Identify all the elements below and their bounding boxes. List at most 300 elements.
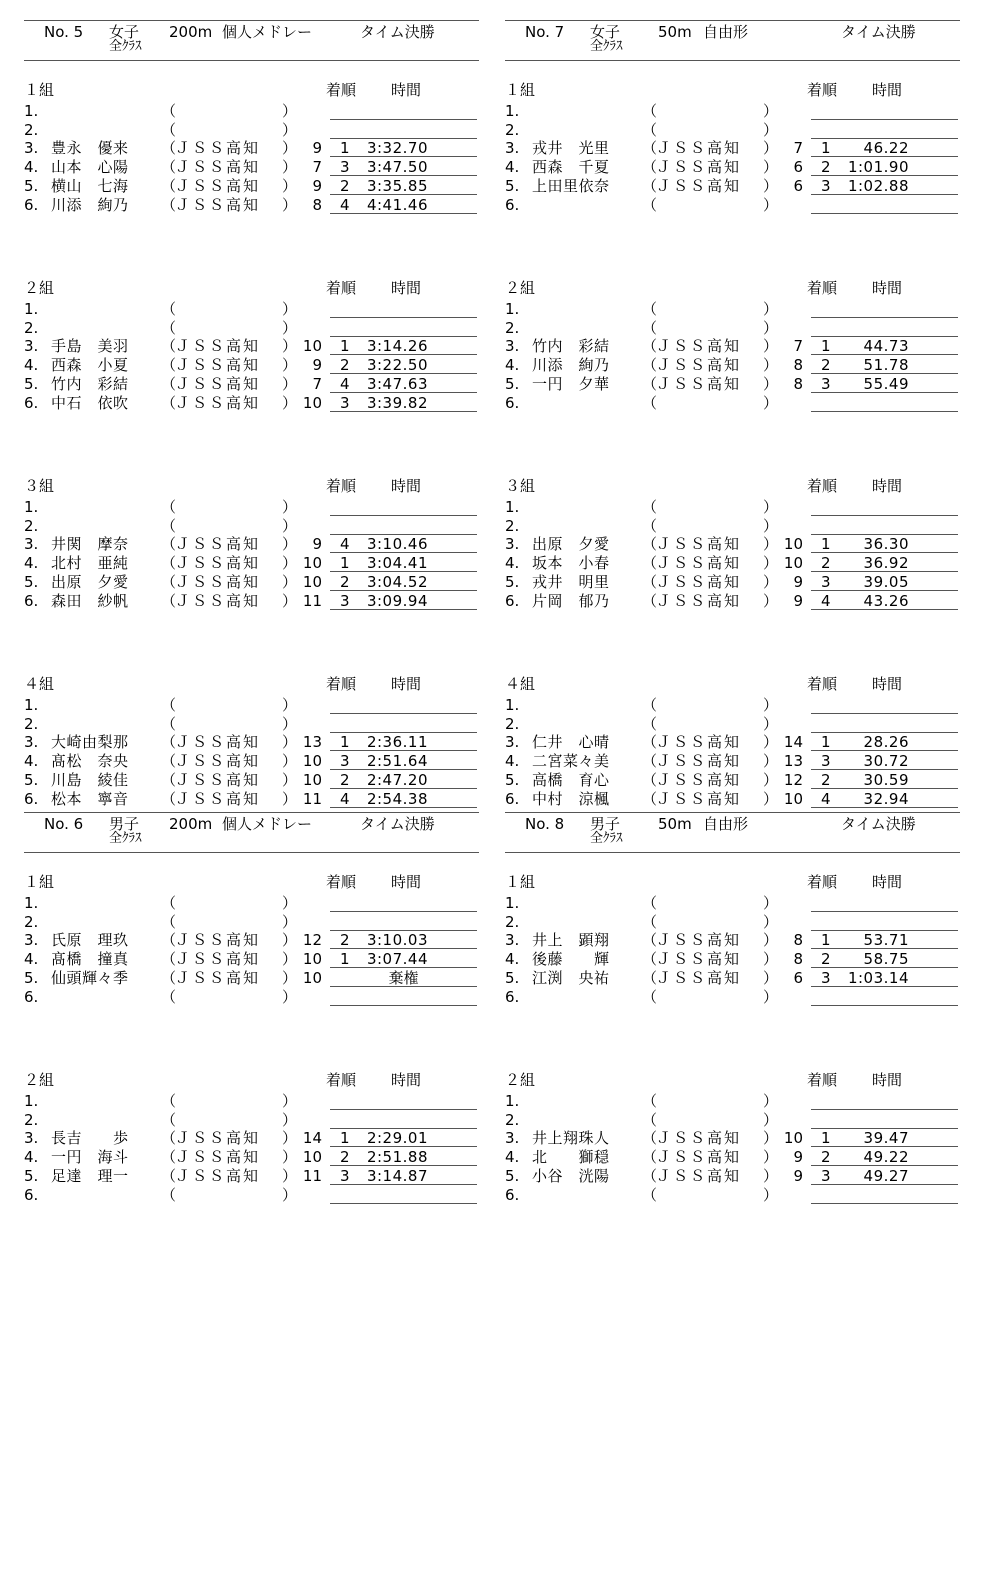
result-field (811, 139, 958, 157)
paren-open: （ (161, 591, 177, 610)
lane-number: 1. (24, 696, 39, 714)
result-row (24, 300, 479, 319)
result-row (505, 300, 960, 319)
event-class: 全ｸﾗｽ (109, 831, 142, 846)
paren-open: （ (642, 912, 658, 931)
result-field (811, 1148, 958, 1166)
header-rule-bottom (24, 852, 479, 853)
result-row (505, 592, 960, 611)
paren-close: ） (282, 912, 298, 931)
team-name: ＪＳＳ高知 (175, 195, 261, 214)
finish-rank: 1 (821, 337, 831, 356)
paren-open: （ (161, 770, 177, 789)
paren-open: （ (642, 968, 658, 987)
paren-open: （ (642, 1185, 658, 1204)
event-gender: 男子 (109, 815, 140, 833)
heat-title: １組 (24, 81, 55, 99)
result-field (811, 375, 958, 393)
finish-rank: 2 (821, 158, 831, 177)
result-field (330, 1129, 477, 1147)
time-column-label: 時間 (391, 477, 422, 495)
team-name: ＪＳＳ高知 (175, 337, 261, 356)
lane-number: 1. (505, 102, 520, 120)
result-row (505, 177, 960, 196)
team-name: ＪＳＳ高知 (656, 968, 742, 987)
grade: 9 (312, 139, 322, 158)
paren-open: （ (642, 498, 658, 516)
finish-rank: 1 (821, 931, 831, 950)
lane-number: 1. (24, 102, 39, 120)
paren-close: ） (763, 950, 779, 969)
lane-number: 4. (505, 554, 520, 573)
grade: 8 (312, 195, 322, 214)
time-column-label: 時間 (872, 279, 903, 297)
paren-close: ） (282, 356, 298, 375)
event-type: タイム決勝 (841, 815, 916, 833)
event-class: 全ｸﾗｽ (590, 39, 623, 54)
finish-rank: 2 (340, 931, 350, 950)
finish-time: 3:10.46 (366, 535, 428, 554)
lane-number: 4. (505, 158, 520, 177)
finish-time: 3:35.85 (366, 176, 428, 195)
event-type: タイム決勝 (360, 23, 435, 41)
paren-close: ） (763, 1148, 779, 1167)
result-field (811, 356, 958, 374)
result-field (811, 177, 958, 195)
paren-open: （ (642, 752, 658, 771)
result-row (505, 121, 960, 140)
result-field (330, 535, 477, 553)
finish-time: 3:14.26 (366, 337, 428, 356)
lane-number: 6. (505, 393, 520, 412)
heat-block (24, 82, 479, 242)
paren-close: ） (763, 374, 779, 393)
paren-open: （ (161, 968, 177, 987)
result-row (505, 394, 960, 413)
finish-time: 46.22 (863, 139, 909, 158)
event-gender: 女子 (109, 23, 140, 41)
time-column-label: 時間 (391, 279, 422, 297)
result-note: 棄権 (388, 968, 419, 987)
paren-close: ） (763, 931, 779, 950)
lane-number: 2. (505, 120, 520, 139)
team-name: ＪＳＳ高知 (175, 1166, 261, 1185)
result-field (330, 554, 477, 572)
paren-close: ） (763, 912, 779, 931)
grade: 7 (793, 139, 803, 158)
grade: 12 (302, 931, 322, 950)
paren-close: ） (282, 498, 298, 516)
heat-block (505, 1072, 960, 1232)
result-row (24, 356, 479, 375)
swimmer-name: 井上 顕翔 (532, 931, 610, 950)
finish-time: 30.59 (863, 770, 909, 789)
finish-rank: 2 (821, 950, 831, 969)
result-row (24, 696, 479, 715)
heat-block (24, 874, 479, 1034)
swimmer-name: 髙橋 撞真 (51, 950, 129, 969)
rank-column-label: 着順 (807, 675, 838, 693)
paren-open: （ (161, 1185, 177, 1204)
result-field (811, 771, 958, 789)
result-field (811, 498, 958, 516)
result-field (330, 196, 477, 214)
swimmer-name: 一円 夕華 (532, 374, 610, 393)
team-name: ＪＳＳ高知 (175, 176, 261, 195)
result-field (330, 337, 477, 355)
grade: 10 (302, 337, 322, 356)
paren-open: （ (642, 516, 658, 535)
paren-open: （ (161, 498, 177, 516)
team-name: ＪＳＳ高知 (656, 1166, 742, 1185)
paren-close: ） (763, 1185, 779, 1204)
finish-rank: 2 (340, 572, 350, 591)
event-block (505, 812, 960, 1592)
result-row (505, 894, 960, 913)
team-name: ＪＳＳ高知 (656, 572, 742, 591)
paren-close: ） (282, 300, 298, 318)
heat-block (505, 82, 960, 242)
lane-number: 4. (505, 1148, 520, 1167)
team-name: ＪＳＳ高知 (656, 1148, 742, 1167)
lane-number: 3. (505, 337, 520, 356)
paren-close: ） (763, 300, 779, 318)
result-field (811, 1186, 958, 1204)
paren-open: （ (161, 102, 177, 120)
result-field (811, 158, 958, 176)
team-name: ＪＳＳ高知 (656, 535, 742, 554)
finish-time: 2:29.01 (366, 1129, 428, 1148)
result-field (330, 771, 477, 789)
finish-rank: 3 (821, 752, 831, 771)
header-rule-bottom (505, 60, 960, 61)
event-distance: 200m (169, 815, 213, 833)
lane-number: 2. (24, 516, 39, 535)
heat-block (24, 1072, 479, 1232)
result-field (330, 715, 477, 733)
paren-open: （ (642, 102, 658, 120)
lane-number: 1. (505, 498, 520, 516)
time-column-label: 時間 (872, 873, 903, 891)
paren-close: ） (282, 931, 298, 950)
finish-time: 3:32.70 (366, 139, 428, 158)
paren-close: ） (282, 1092, 298, 1110)
result-row (24, 1167, 479, 1186)
finish-time: 2:51.88 (366, 1148, 428, 1167)
event-block (24, 812, 479, 1592)
result-row (505, 715, 960, 734)
result-row (24, 988, 479, 1007)
grade: 9 (793, 572, 803, 591)
finish-rank: 2 (821, 770, 831, 789)
result-row (24, 950, 479, 969)
rank-column-label: 着順 (807, 873, 838, 891)
team-name: ＪＳＳ高知 (175, 789, 261, 808)
finish-rank: 4 (340, 535, 350, 554)
paren-close: ） (282, 554, 298, 573)
lane-number: 5. (24, 176, 39, 195)
lane-number: 4. (24, 356, 39, 375)
result-field (811, 790, 958, 808)
lane-number: 1. (505, 300, 520, 318)
paren-open: （ (642, 714, 658, 733)
result-field (811, 102, 958, 120)
result-field (811, 554, 958, 572)
team-name: ＪＳＳ高知 (175, 374, 261, 393)
heat-title: ４組 (24, 675, 55, 693)
result-field (811, 592, 958, 610)
paren-close: ） (763, 696, 779, 714)
heat-block (24, 478, 479, 638)
event-block (24, 20, 479, 808)
paren-open: （ (642, 1092, 658, 1110)
grade: 10 (302, 968, 322, 987)
team-name: ＪＳＳ高知 (656, 158, 742, 177)
result-row (24, 715, 479, 734)
lane-number: 5. (24, 770, 39, 789)
finish-rank: 3 (340, 591, 350, 610)
paren-open: （ (161, 374, 177, 393)
swimmer-name: 中村 涼楓 (532, 789, 610, 808)
lane-number: 3. (505, 535, 520, 554)
result-field (330, 498, 477, 516)
finish-rank: 1 (340, 139, 350, 158)
result-field (330, 696, 477, 714)
paren-close: ） (763, 987, 779, 1006)
heat-title: １組 (505, 81, 536, 99)
paren-open: （ (161, 931, 177, 950)
lane-number: 1. (24, 894, 39, 912)
lane-number: 6. (24, 195, 39, 214)
paren-open: （ (642, 176, 658, 195)
header-rule-bottom (24, 60, 479, 61)
grade: 9 (312, 356, 322, 375)
result-field (330, 356, 477, 374)
result-row (505, 102, 960, 121)
finish-rank: 2 (340, 1148, 350, 1167)
lane-number: 1. (24, 1092, 39, 1110)
finish-time: 1:02.88 (847, 176, 909, 195)
paren-close: ） (763, 1129, 779, 1148)
paren-close: ） (282, 393, 298, 412)
event-gender: 女子 (590, 23, 621, 41)
result-row (505, 752, 960, 771)
team-name: ＪＳＳ高知 (656, 1129, 742, 1148)
paren-open: （ (161, 752, 177, 771)
grade: 7 (793, 337, 803, 356)
event-number: No. 7 (525, 23, 565, 41)
swimmer-name: 江渕 央祐 (532, 968, 610, 987)
lane-number: 6. (505, 591, 520, 610)
finish-time: 39.47 (863, 1129, 909, 1148)
paren-open: （ (642, 120, 658, 139)
event-block (505, 20, 960, 808)
swimmer-name: 竹内 彩結 (532, 337, 610, 356)
finish-rank: 4 (340, 789, 350, 808)
result-field (811, 894, 958, 912)
result-field (330, 158, 477, 176)
paren-open: （ (642, 158, 658, 177)
lane-number: 4. (24, 950, 39, 969)
lane-number: 5. (505, 770, 520, 789)
paren-close: ） (282, 894, 298, 912)
grade: 8 (793, 374, 803, 393)
result-row (505, 375, 960, 394)
paren-open: （ (642, 572, 658, 591)
grade: 10 (302, 572, 322, 591)
paren-open: （ (161, 1166, 177, 1185)
event-stroke: 個人メドレー (222, 23, 313, 41)
lane-number: 3. (24, 337, 39, 356)
lane-number: 6. (505, 195, 520, 214)
paren-open: （ (642, 393, 658, 412)
paren-close: ） (763, 1166, 779, 1185)
team-name: ＪＳＳ高知 (175, 139, 261, 158)
result-row (505, 319, 960, 338)
lane-number: 5. (24, 572, 39, 591)
swimmer-name: 横山 七海 (51, 176, 129, 195)
grade: 10 (783, 535, 803, 554)
team-name: ＪＳＳ高知 (656, 591, 742, 610)
paren-open: （ (642, 374, 658, 393)
event-class: 全ｸﾗｽ (590, 831, 623, 846)
paren-close: ） (282, 950, 298, 969)
result-field (330, 300, 477, 318)
lane-number: 6. (24, 987, 39, 1006)
finish-rank: 3 (821, 572, 831, 591)
result-field (811, 913, 958, 931)
paren-close: ） (282, 374, 298, 393)
grade: 8 (793, 950, 803, 969)
result-field (811, 535, 958, 553)
event-class: 全ｸﾗｽ (109, 39, 142, 54)
result-row (24, 139, 479, 158)
grade: 6 (793, 968, 803, 987)
paren-open: （ (642, 1110, 658, 1129)
grade: 6 (793, 158, 803, 177)
paren-open: （ (161, 516, 177, 535)
result-row (24, 517, 479, 536)
swimmer-name: 足達 理一 (51, 1166, 129, 1185)
paren-open: （ (161, 789, 177, 808)
result-row (505, 554, 960, 573)
event-number: No. 8 (525, 815, 565, 833)
result-row (505, 733, 960, 752)
header-rule-top (505, 812, 960, 813)
grade: 10 (302, 770, 322, 789)
team-name: ＪＳＳ高知 (175, 752, 261, 771)
paren-close: ） (282, 770, 298, 789)
result-field (330, 592, 477, 610)
result-row (24, 1129, 479, 1148)
result-field (330, 752, 477, 770)
paren-close: ） (763, 535, 779, 554)
event-number: No. 6 (44, 815, 84, 833)
result-row (24, 969, 479, 988)
finish-time: 3:14.87 (366, 1166, 428, 1185)
grade: 10 (302, 554, 322, 573)
paren-open: （ (161, 950, 177, 969)
paren-open: （ (161, 1129, 177, 1148)
finish-rank: 4 (821, 591, 831, 610)
paren-close: ） (763, 1092, 779, 1110)
header-rule-top (24, 20, 479, 21)
result-row (505, 790, 960, 809)
result-row (24, 1111, 479, 1130)
rank-column-label: 着順 (807, 81, 838, 99)
heat-title: ２組 (505, 1071, 536, 1089)
result-row (505, 696, 960, 715)
finish-time: 39.05 (863, 572, 909, 591)
result-row (505, 931, 960, 950)
result-field (330, 573, 477, 591)
lane-number: 3. (24, 931, 39, 950)
paren-open: （ (642, 1148, 658, 1167)
team-name: ＪＳＳ高知 (656, 337, 742, 356)
finish-rank: 4 (340, 374, 350, 393)
paren-close: ） (282, 733, 298, 752)
paren-close: ） (763, 968, 779, 987)
grade: 7 (312, 374, 322, 393)
paren-open: （ (642, 950, 658, 969)
grade: 13 (783, 752, 803, 771)
result-row (24, 498, 479, 517)
paren-open: （ (642, 931, 658, 950)
result-row (505, 573, 960, 592)
swimmer-name: 高橋 育心 (532, 770, 610, 789)
finish-rank: 2 (821, 554, 831, 573)
result-field (330, 1167, 477, 1185)
time-column-label: 時間 (872, 477, 903, 495)
paren-close: ） (763, 714, 779, 733)
finish-time: 43.26 (863, 591, 909, 610)
swimmer-name: 西森 小夏 (51, 356, 129, 375)
time-column-label: 時間 (391, 81, 422, 99)
paren-close: ） (282, 696, 298, 714)
grade: 11 (302, 591, 322, 610)
lane-number: 6. (24, 591, 39, 610)
result-field (811, 988, 958, 1006)
result-row (24, 1092, 479, 1111)
result-field (811, 337, 958, 355)
result-field (330, 733, 477, 751)
team-name: ＪＳＳ高知 (175, 1148, 261, 1167)
lane-number: 3. (505, 1129, 520, 1148)
time-column-label: 時間 (872, 1071, 903, 1089)
paren-open: （ (161, 337, 177, 356)
event-distance: 50m (658, 23, 692, 41)
lane-number: 6. (505, 1185, 520, 1204)
result-field (811, 931, 958, 949)
grade: 11 (302, 1166, 322, 1185)
finish-time: 36.30 (863, 535, 909, 554)
finish-time: 3:10.03 (366, 931, 428, 950)
team-name: ＪＳＳ高知 (175, 950, 261, 969)
result-row (24, 733, 479, 752)
result-field (330, 517, 477, 535)
paren-close: ） (282, 1148, 298, 1167)
paren-open: （ (161, 176, 177, 195)
paren-close: ） (282, 591, 298, 610)
paren-close: ） (282, 337, 298, 356)
result-row (24, 102, 479, 121)
finish-time: 53.71 (863, 931, 909, 950)
rank-column-label: 着順 (326, 279, 357, 297)
swimmer-name: 氏原 理玖 (51, 931, 129, 950)
swimmer-name: 上田里依奈 (532, 176, 610, 195)
lane-number: 4. (505, 752, 520, 771)
paren-close: ） (763, 393, 779, 412)
